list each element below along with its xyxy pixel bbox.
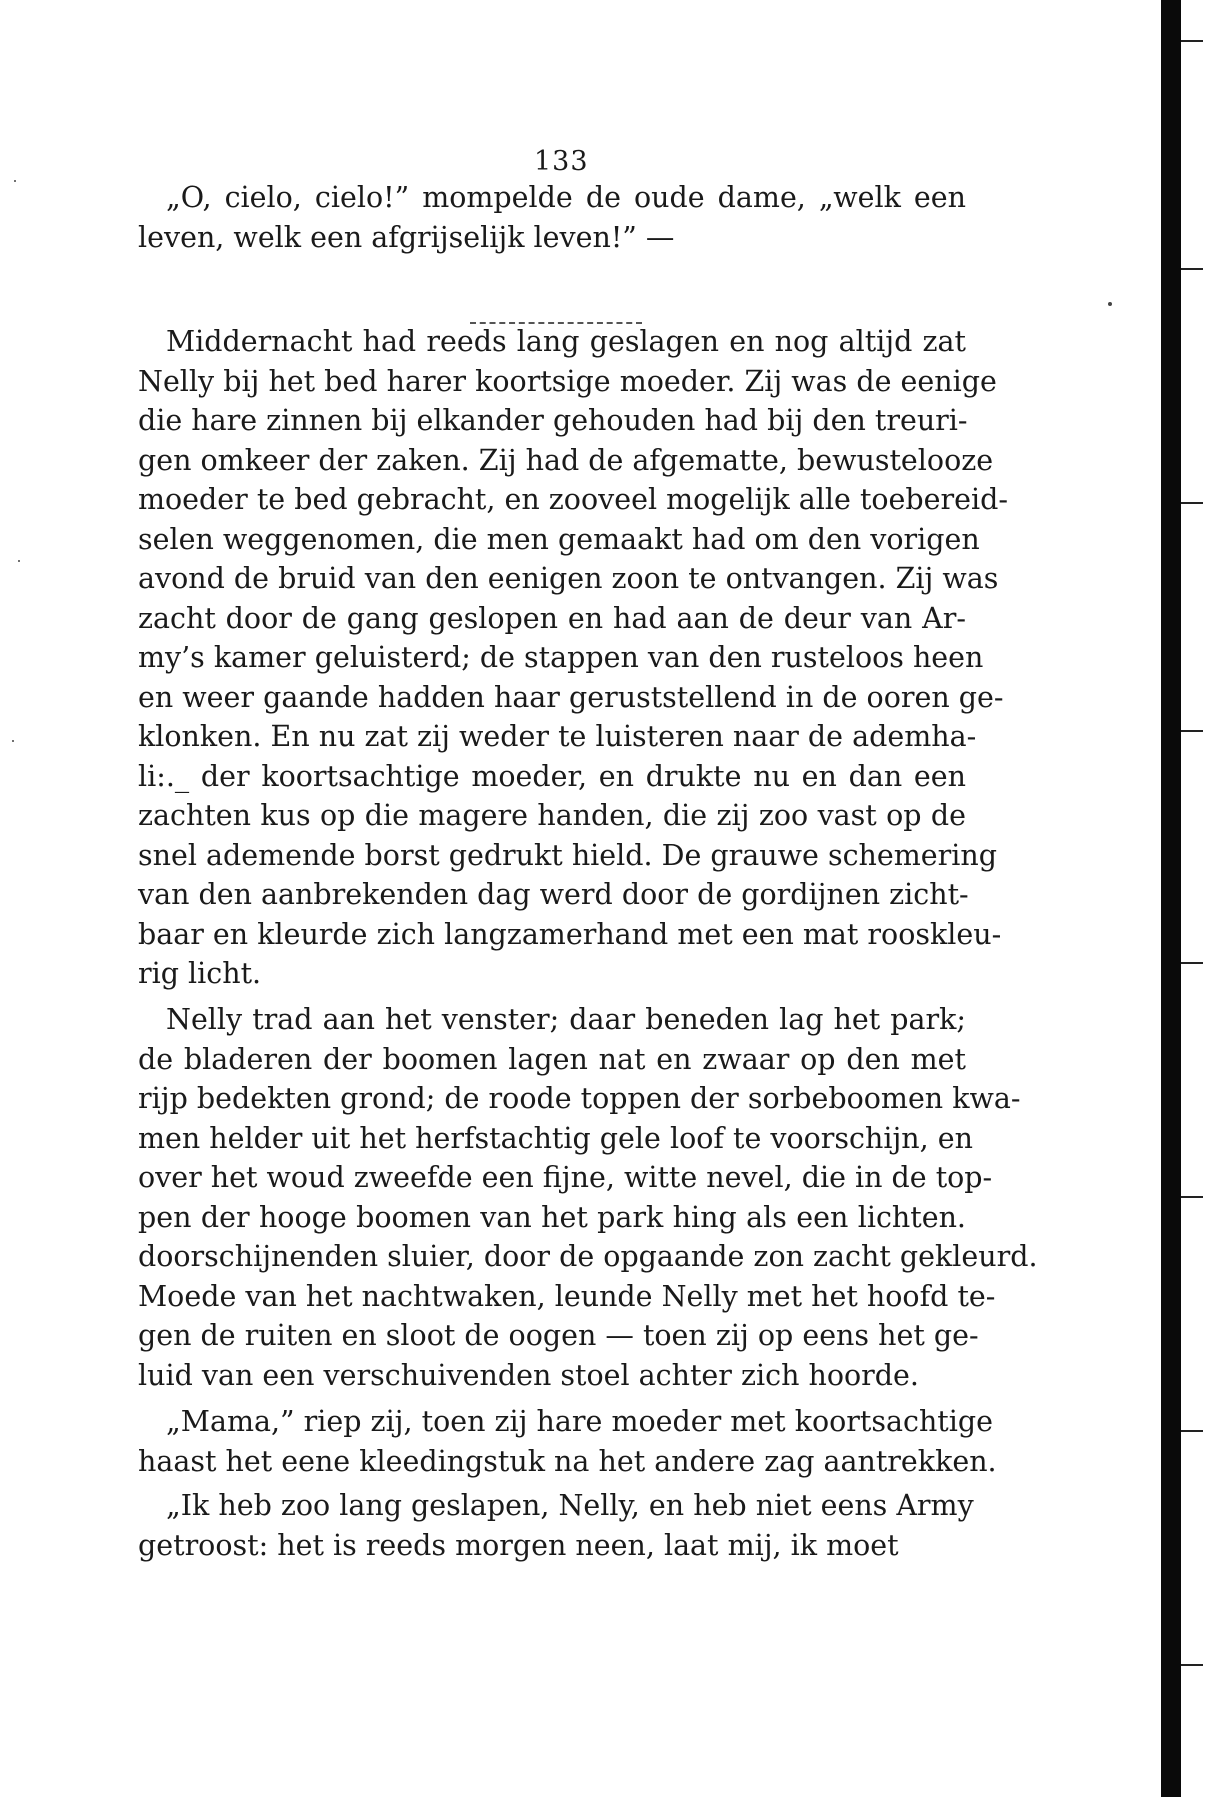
spine-mark: [1181, 1196, 1203, 1198]
text-line: rig licht.: [138, 957, 262, 990]
paragraph-mama: [138, 1402, 997, 1481]
scan-speck: [14, 180, 16, 182]
text-line: en weer gaande hadden haar geruststellend in de ooren ge-: [138, 680, 1004, 714]
text-line: over het woud zweefde een fijne, witte nevel, die in de top-: [138, 1161, 993, 1194]
text-line: haast het eene kleedingstuk na het andere zag aantrekken.: [138, 1444, 997, 1478]
text-line: pen der hooge boomen van het park hing als een lichten.: [138, 1200, 966, 1234]
spine-mark: [1181, 1430, 1203, 1432]
spine-mark: [1181, 502, 1203, 504]
text-line: Nelly trad aan het venster; daar beneden lag het park;: [166, 1003, 966, 1036]
text-line: Middernacht had reeds lang geslagen en nog altijd zat: [166, 325, 966, 358]
spine-mark: [1181, 268, 1203, 270]
text-line: zacht door de gang geslopen en had aan de deur van Ar-: [138, 601, 966, 635]
text-line: my’s kamer geluisterd; de stappen van den rusteloos heen: [138, 641, 984, 674]
text-line: gen omkeer der zaken. Zij had de afgematte, bewustelooze: [138, 443, 994, 477]
text-line: snel ademende borst gedrukt hield. De grauwe schemering: [138, 838, 997, 872]
spine-mark: [1181, 962, 1203, 964]
paragraph-window: [138, 1000, 1038, 1395]
text-line: li:._ der koortsachtige moeder, en drukte nu en dan een: [138, 759, 966, 793]
text-line: die hare zinnen bij elkander gehouden had bij den treuri-: [138, 404, 968, 437]
text-line: klonken. En nu zat zij weder te luisteren naar de ademha-: [138, 720, 977, 753]
text-line: moeder te bed gebracht, en zooveel mogelijk alle toebereid-: [138, 483, 1009, 516]
text-line: doorschijnenden sluier, door de opgaande zon zacht gekleurd.: [138, 1240, 1038, 1273]
text-line: Moede van het nachtwaken, leunde Nelly met het hoofd te-: [138, 1279, 996, 1313]
spine-mark: [1181, 730, 1203, 732]
opening-quote: [138, 178, 966, 257]
scan-speck: [12, 740, 14, 742]
spine-mark: [1181, 1664, 1203, 1666]
paragraph-slept: [138, 1486, 974, 1565]
text-line: selen weggenomen, die men gemaakt had om den vorigen: [138, 522, 980, 556]
text-line: getroost: het is reeds morgen neen, laat mij, ik moet: [138, 1528, 899, 1562]
paragraph-midnight: [138, 322, 1009, 994]
text-line: gen de ruiten en sloot de oogen — toen zij op eens het ge-: [138, 1319, 979, 1352]
page-number: 133: [534, 146, 589, 177]
text-line: van den aanbrekenden dag werd door de gordijnen zicht-: [138, 878, 969, 911]
text-line: luid van een verschuivenden stoel achter zich hoorde.: [138, 1358, 919, 1392]
text-line: leven, welk een afgrijselijk leven!” —: [138, 220, 675, 254]
text-line: „Mama,” riep zij, toen zij hare moeder met koortsachtige: [166, 1405, 993, 1438]
scan-speck: [1108, 302, 1112, 306]
text-line: „Ik heb zoo lang geslapen, Nelly, en heb niet eens Army: [166, 1489, 974, 1522]
text-line: zachten kus op die magere handen, die zij zoo vast op de: [138, 799, 966, 832]
text-line: baar en kleurde zich langzamerhand met een mat rooskleu-: [138, 917, 1002, 951]
text-line: avond de bruid van den eenigen zoon te ontvangen. Zij was: [138, 562, 999, 595]
text-line: rijp bedekten grond; de roode toppen der sorbeboomen kwa-: [138, 1082, 1021, 1115]
text-line: de bladeren der boomen lagen nat en zwaar op den met: [138, 1042, 966, 1076]
book-spine-edge: [1161, 0, 1181, 1797]
text-line: Nelly bij het bed harer koortsige moeder. Zij was de eenige: [138, 364, 997, 398]
text-line: men helder uit het herfstachtig gele loof te voorschijn, en: [138, 1121, 974, 1155]
scan-speck: [18, 560, 20, 562]
text-line: „O, cielo, cielo!” mompelde de oude dame, „welk een: [166, 181, 966, 214]
spine-mark: [1181, 40, 1203, 42]
